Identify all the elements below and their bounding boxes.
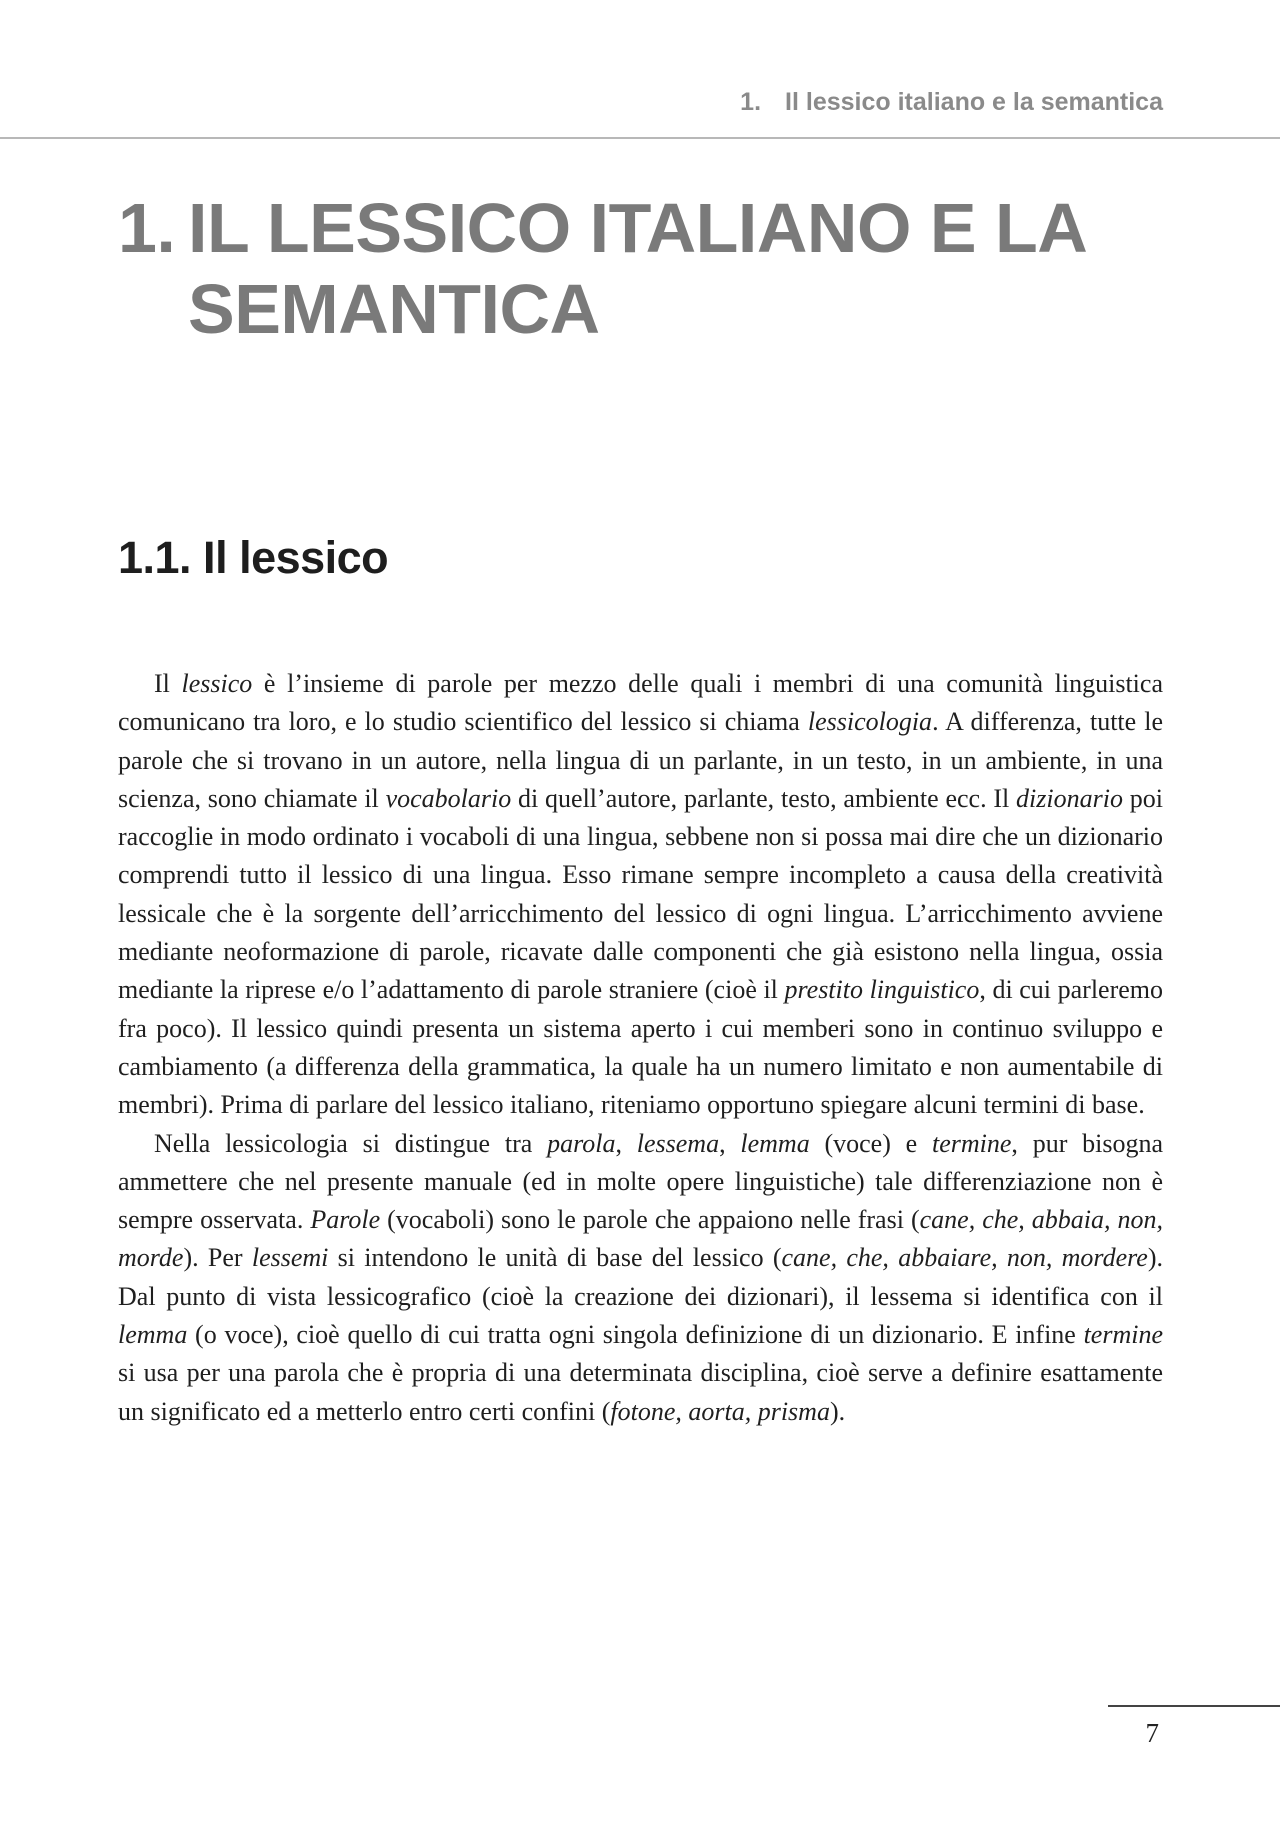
italic-term: lemma <box>740 1128 810 1158</box>
paragraph-2 <box>118 1125 1163 1431</box>
text-run: (o voce), cioè quello di cui tratta ogni singola definizione di un dizionario. E infine <box>187 1320 1084 1350</box>
text-run: Il <box>154 669 182 698</box>
text-run: si intendono le unità di base del lessico ( <box>328 1243 782 1273</box>
chapter-title <box>118 188 1168 350</box>
italic-term: lessemi <box>251 1243 329 1273</box>
italic-term: vocabolario <box>385 783 512 813</box>
text-run: , <box>615 1128 637 1158</box>
text-run: ). Dal punto di vista lessicografico (cioè la creazione dei dizionari), il lessema si identifica con il <box>118 1243 1163 1311</box>
text-run: si usa per una parola che è propria di una determinata disciplina, cioè serve a definire esattamente un significato ed a metterlo entro certi confini ( <box>118 1358 1163 1426</box>
text-run: Nella lessicologia si distingue tra <box>154 1128 548 1158</box>
header-rule <box>0 137 1280 139</box>
italic-term: Parole <box>310 1205 381 1235</box>
text-run: ). <box>829 1396 846 1426</box>
italic-term: lessema <box>636 1128 720 1158</box>
italic-term: cane, che, abbaiare, non, mordere <box>781 1243 1148 1273</box>
text-run: , di cui parleremo fra poco). Il lessico quindi presenta un sistema aperto i cui memberi sono in continuo sviluppo e cambiamento (a differenza della grammatica, la quale ha un numero limitato e non aumentabile di membri). Prima di parlare del lessico italiano, riteniamo opportuno spiegare alcuni termini di base. <box>118 975 1164 1120</box>
italic-term: termine <box>932 1128 1012 1158</box>
running-header-title: Il lessico italiano e la semantica <box>785 88 1163 116</box>
chapter-number: 1. <box>118 189 176 267</box>
italic-term: lessico <box>181 669 253 698</box>
text-run: , pur bisogna ammettere che nel presente manuale (ed in molte opere linguistiche) tale differenziazione non è sempre osservata. <box>118 1128 1164 1235</box>
text-run: (vocaboli) sono le parole che appaiono nelle frasi ( <box>380 1205 920 1235</box>
text-run: ). Per <box>183 1243 252 1273</box>
text-run: , <box>719 1128 741 1158</box>
running-header <box>740 88 1163 117</box>
running-header-number: 1. <box>740 88 762 116</box>
section-title: 1.1. Il lessico <box>118 532 389 583</box>
italic-term: prestito linguistico <box>784 975 980 1005</box>
italic-term: fotone, aorta, prisma <box>610 1396 830 1426</box>
italic-term: termine <box>1083 1320 1163 1350</box>
text-run: poi raccoglie in modo ordinato i vocaboli di una lingua, sebbene non si possa mai dire che un dizionario comprendi tutto il lessico di una lingua. Esso rimane sempre incompleto a causa della creatività lessicale che è la sorgente dell’arricchimento del lessico di ogni lingua. L’arricchimento avviene mediante neoformazione di parole, ricavate dalle componenti che già esistono nella lingua, ossia mediante la riprese e/o l’adattamento di parole straniere (cioè il <box>118 783 1163 1005</box>
text-run: di quell’autore, parlante, testo, ambiente ecc. Il <box>511 783 1017 813</box>
italic-term: parola <box>547 1128 616 1158</box>
text-run: (voce) e <box>809 1128 932 1158</box>
page-number: 7 <box>1145 1718 1159 1748</box>
paragraph-1 <box>118 665 1163 1125</box>
text-run: è l’insieme di parole per mezzo delle quali i membri di una comunità linguistica comunicano tra loro, e lo studio scientifico del lessico si chiama <box>118 669 1163 737</box>
chapter-title-text: IL LESSICO ITALIANO E LA SEMANTICA <box>188 189 1085 348</box>
italic-term: lemma <box>118 1320 188 1350</box>
footer-rule <box>1108 1705 1280 1707</box>
italic-term: cane, che, abbaia, non, morde <box>118 1205 1163 1273</box>
body-text <box>118 665 1163 1431</box>
italic-term: dizionario <box>1016 783 1123 813</box>
italic-term: lessicologia <box>807 707 933 737</box>
text-run: . A differenza, tutte le parole che si trovano in un autore, nella lingua di un parlante, in un testo, in un ambiente, in una scienza, sono chiamate il <box>118 707 1163 813</box>
